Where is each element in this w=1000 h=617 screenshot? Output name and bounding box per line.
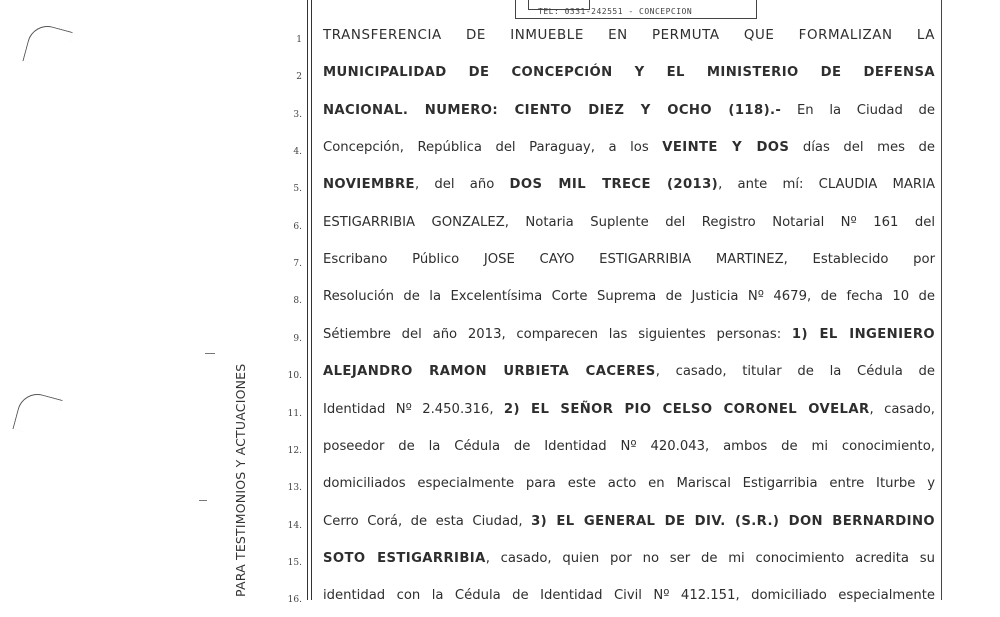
text-segment: TRANSFERENCIA DE INMUEBLE EN PERMUTA QUE FORMALIZAN LA	[323, 28, 935, 43]
document-line	[0, 358, 1000, 393]
bold-text-segment: MUNICIPALIDAD DE CONCEPCIÓN Y EL MINISTERIO DE DEFENSA	[323, 65, 935, 81]
text-segment: identidad con la Cédula de Identidad Civil Nº 412.151, domiciliado especialmente	[323, 588, 935, 604]
line-text	[323, 287, 935, 307]
text-segment: , casado, quien por no ser de mi conocimiento acredita su	[485, 550, 935, 566]
line-text	[323, 512, 935, 532]
line-text	[323, 138, 935, 158]
line-number: 6.	[293, 221, 302, 232]
line-text	[323, 63, 935, 83]
line-number: 3.	[293, 109, 302, 120]
line-number: 1	[296, 35, 302, 45]
line-text	[323, 250, 935, 270]
text-segment: En la Ciudad de	[781, 102, 935, 118]
line-text	[323, 437, 935, 457]
text-segment: domiciliados especialmente para este acto en Mariscal Estigarribia entre Iturbe y	[323, 476, 935, 492]
line-text	[323, 549, 935, 569]
text-segment: Escribano Público JOSE CAYO ESTIGARRIBIA MARTINEZ, Establecido por	[323, 252, 935, 268]
bold-text-segment: 2) EL SEÑOR PIO CELSO CORONEL OVELAR	[503, 401, 870, 417]
line-number: 14.	[287, 520, 302, 531]
notary-stamp	[515, 0, 757, 19]
stamp-text: TEL: 0331-242551 - CONCEPCION	[538, 7, 693, 16]
line-text	[323, 474, 935, 494]
line-number: 11.	[287, 408, 302, 419]
line-number: 12.	[287, 445, 302, 456]
document-line	[0, 545, 1000, 580]
line-text	[323, 26, 935, 46]
bold-text-segment: ALEJANDRO RAMON URBIETA CACERES	[323, 364, 656, 380]
line-number: 13.	[287, 483, 302, 494]
line-number: 2	[296, 72, 302, 83]
document-line	[0, 209, 1000, 244]
document-line	[0, 59, 1000, 94]
line-number: 4.	[293, 147, 302, 158]
line-number: 15.	[287, 557, 302, 568]
text-segment: , casado, titular de la Cédula de	[655, 364, 935, 380]
document-line	[0, 283, 1000, 318]
document-line	[0, 171, 1000, 206]
line-text	[323, 586, 935, 606]
bold-text-segment: SOTO ESTIGARRIBIA	[323, 550, 486, 566]
line-number: 10.	[287, 371, 302, 382]
line-number: 9.	[293, 333, 302, 344]
text-segment: , casado,	[869, 401, 935, 417]
text-segment: Resolución de la Excelentísima Corte Suprema de Justicia Nº 4679, de fecha 10 de	[323, 289, 935, 305]
text-segment: , del año	[414, 177, 510, 193]
bold-text-segment: DOS MIL TRECE (2013)	[509, 177, 719, 193]
document-line	[0, 508, 1000, 543]
line-number: 16.	[287, 595, 302, 606]
text-segment: , ante mí: CLAUDIA MARIA	[718, 177, 935, 193]
line-text	[323, 213, 935, 233]
text-segment: Sétiembre del año 2013, comparecen las siguientes personas:	[323, 326, 792, 342]
document-line	[0, 246, 1000, 281]
document-line	[0, 134, 1000, 169]
text-segment: días del mes de	[789, 140, 935, 156]
document-line	[0, 470, 1000, 505]
margin-label: PARA TESTIMONIOS Y ACTUACIONES	[233, 363, 248, 597]
document-line	[0, 433, 1000, 468]
bold-text-segment: NACIONAL. NUMERO: CIENTO DIEZ Y OCHO (118).-	[323, 102, 782, 118]
document-line	[0, 321, 1000, 356]
line-number: 7.	[293, 259, 302, 270]
document-line	[0, 22, 1000, 57]
line-text	[323, 400, 935, 420]
text-segment: poseedor de la Cédula de Identidad Nº 420.043, ambos de mi conocimiento,	[323, 438, 935, 454]
bold-text-segment: 1) EL INGENIERO	[791, 326, 935, 342]
line-text	[323, 362, 935, 382]
line-number: 5.	[293, 184, 302, 195]
line-text	[323, 175, 935, 195]
line-text	[323, 325, 935, 345]
document-line	[0, 396, 1000, 431]
document-line	[0, 97, 1000, 132]
line-text	[323, 101, 935, 121]
line-number: 8.	[293, 296, 302, 307]
bold-text-segment: NOVIEMBRE	[323, 177, 415, 193]
text-segment: Cerro Corá, de esta Ciudad,	[323, 513, 532, 529]
text-segment: Concepción, República del Paraguay, a los	[323, 140, 663, 156]
text-segment: Identidad Nº 2.450.316,	[323, 401, 504, 417]
text-segment: ESTIGARRIBIA GONZALEZ, Notaria Suplente del Registro Notarial Nº 161 del	[323, 214, 935, 230]
bold-text-segment: 3) EL GENERAL DE DIV. (S.R.) DON BERNARDINO	[531, 513, 936, 529]
bold-text-segment: VEINTE Y DOS	[662, 140, 790, 156]
